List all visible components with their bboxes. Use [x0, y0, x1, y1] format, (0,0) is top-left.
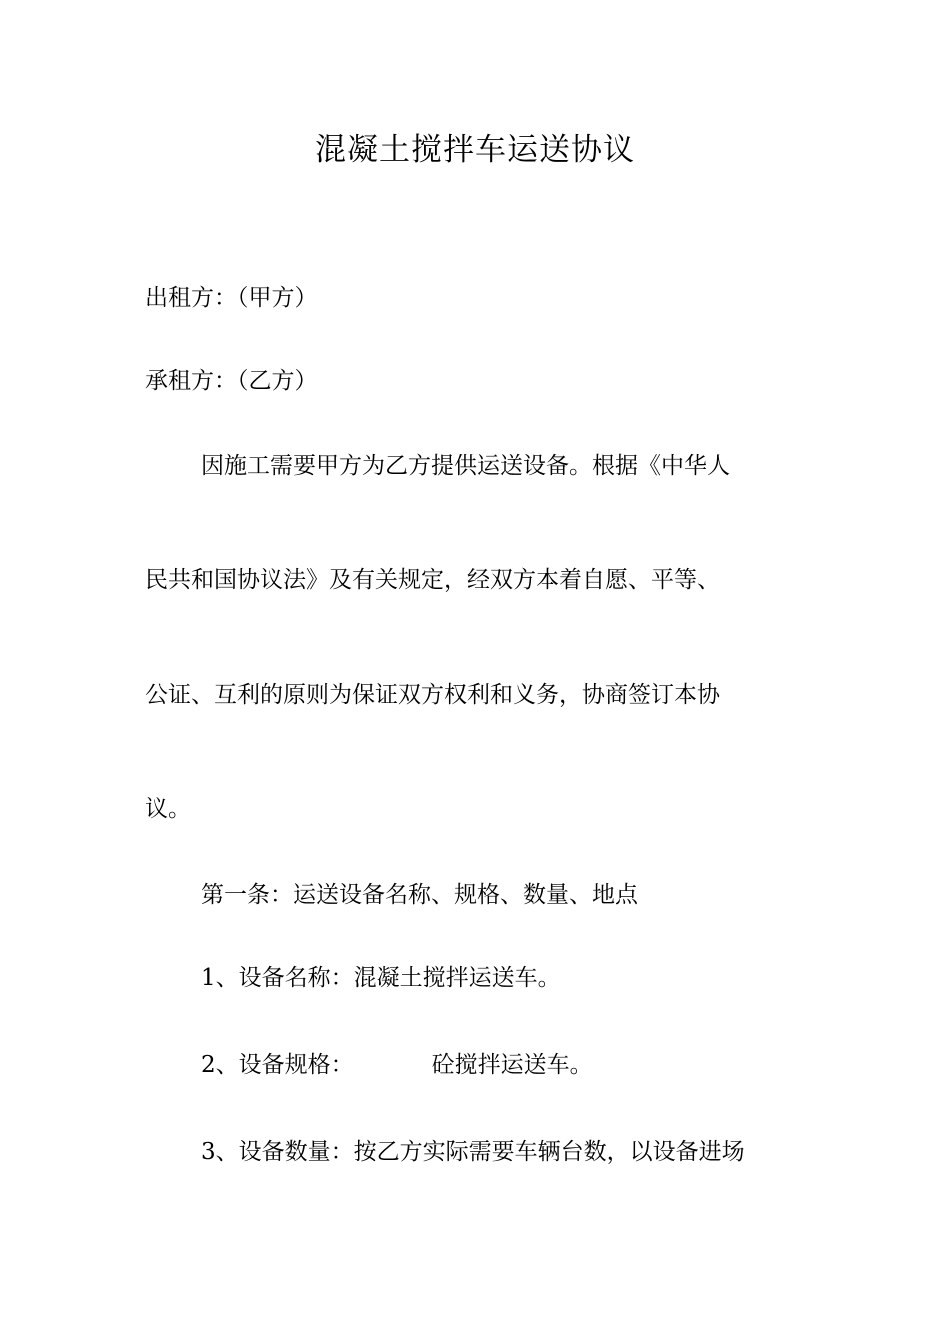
intro-line-4: 议。 — [145, 796, 191, 822]
intro-line-3: 公证、互利的原则为保证双方权利和义务，协商签订本协 — [145, 682, 720, 708]
lessor-line: 出租方：（甲方） — [145, 285, 318, 311]
article-1-item-1: 1、设备名称：混凝土搅拌运送车。 — [201, 965, 561, 991]
intro-line-1: 因施工需要甲方为乙方提供运送设备。根据《中华人 — [201, 453, 730, 479]
article-1-item-3: 3、设备数量：按乙方实际需要车辆台数，以设备进场 — [201, 1139, 745, 1165]
article-1-heading: 第一条：运送设备名称、规格、数量、地点 — [201, 882, 638, 908]
intro-line-2: 民共和国协议法》及有关规定，经双方本着自愿、平等、 — [145, 567, 720, 593]
document-title: 混凝土搅拌车运送协议 — [315, 132, 635, 168]
article-1-item-2 — [201, 1049, 593, 1081]
lessee-line: 承租方：（乙方） — [145, 368, 318, 394]
article-1-item-2-value: 砼搅拌运送车。 — [431, 1052, 593, 1078]
article-1-item-2-label: 2、设备规格： — [201, 1052, 354, 1078]
